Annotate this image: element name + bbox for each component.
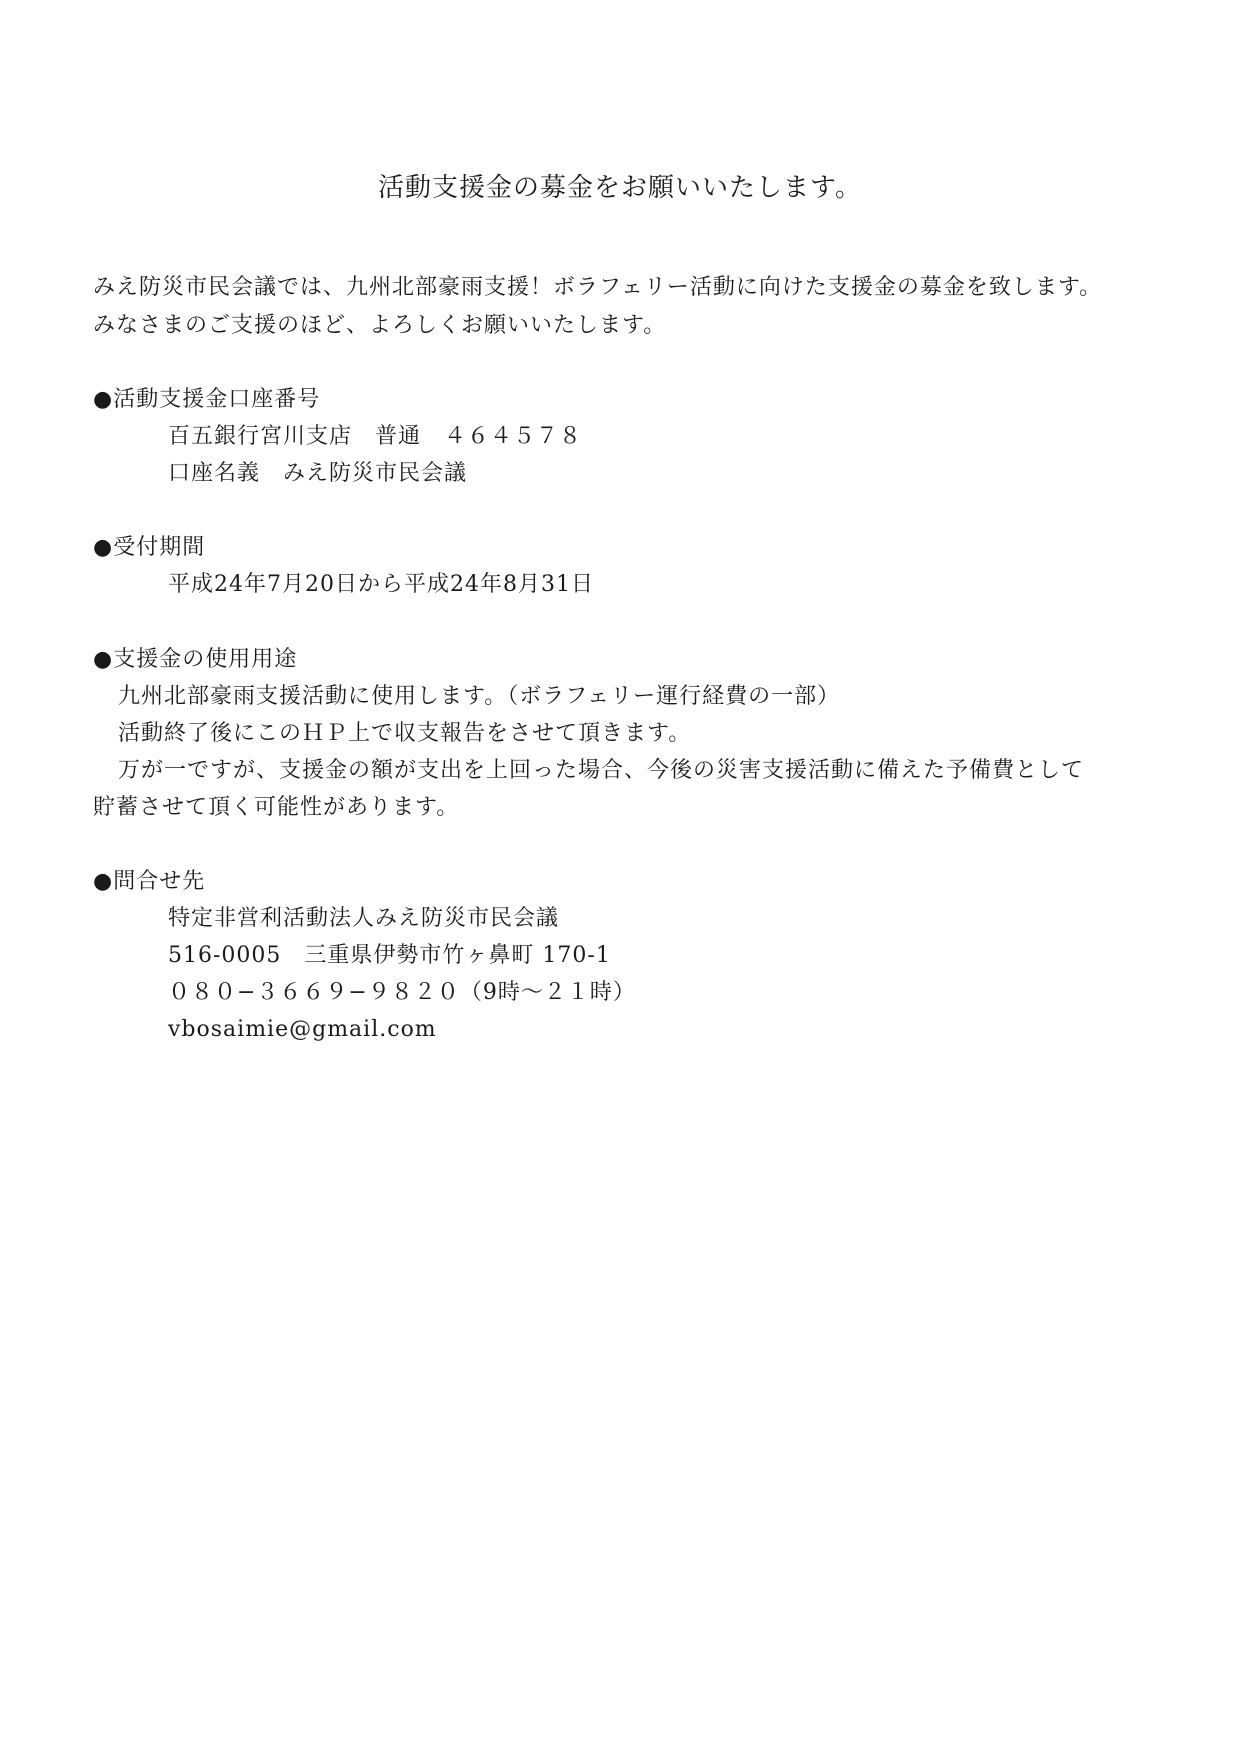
- contact-phone: ０８０−３６６９−９８２０（9時〜２１時）: [168, 980, 636, 1005]
- contact-email[interactable]: vbosaimie@gmail.com: [168, 1017, 437, 1042]
- usage-heading: ●支援金の使用用途: [93, 647, 298, 672]
- contact-heading: ●問合せ先: [93, 869, 206, 894]
- usage-line-1: 九州北部豪雨支援活動に使用します。（ボラフェリー運行経費の一部）: [118, 684, 841, 709]
- page-title: 活動支援金の募金をお願いいたします。: [378, 173, 862, 203]
- period-dates: 平成24年7月20日から平成24年8月31日: [168, 572, 594, 597]
- contact-org: 特定非営利活動法人みえ防災市民会議: [168, 906, 560, 931]
- account-holder-line: 口座名義 みえ防災市民会議: [168, 461, 468, 486]
- account-bank-line: 百五銀行宮川支店 普通 ４６４５７８: [168, 424, 583, 449]
- usage-line-2: 活動終了後にこのＨＰ上で収支報告をさせて頂きます。: [118, 721, 692, 746]
- usage-line-4: 貯蓄させて頂く可能性があります。: [93, 795, 460, 820]
- intro-line-1: みえ防災市民会議では、九州北部豪雨支援！ボラフェリー活動に向けた支援金の募金を致します。: [93, 275, 1103, 300]
- usage-line-3: 万が一ですが、支援金の額が支出を上回った場合、今後の災害支援活動に備えた予備費として: [118, 758, 1085, 783]
- account-heading: ●活動支援金口座番号: [93, 387, 321, 412]
- contact-address: 516-0005 三重県伊勢市竹ヶ鼻町 170-1: [168, 943, 611, 968]
- intro-line-2: みなさまのご支援のほど、よろしくお願いいたします。: [93, 313, 667, 338]
- period-heading: ●受付期間: [93, 535, 206, 560]
